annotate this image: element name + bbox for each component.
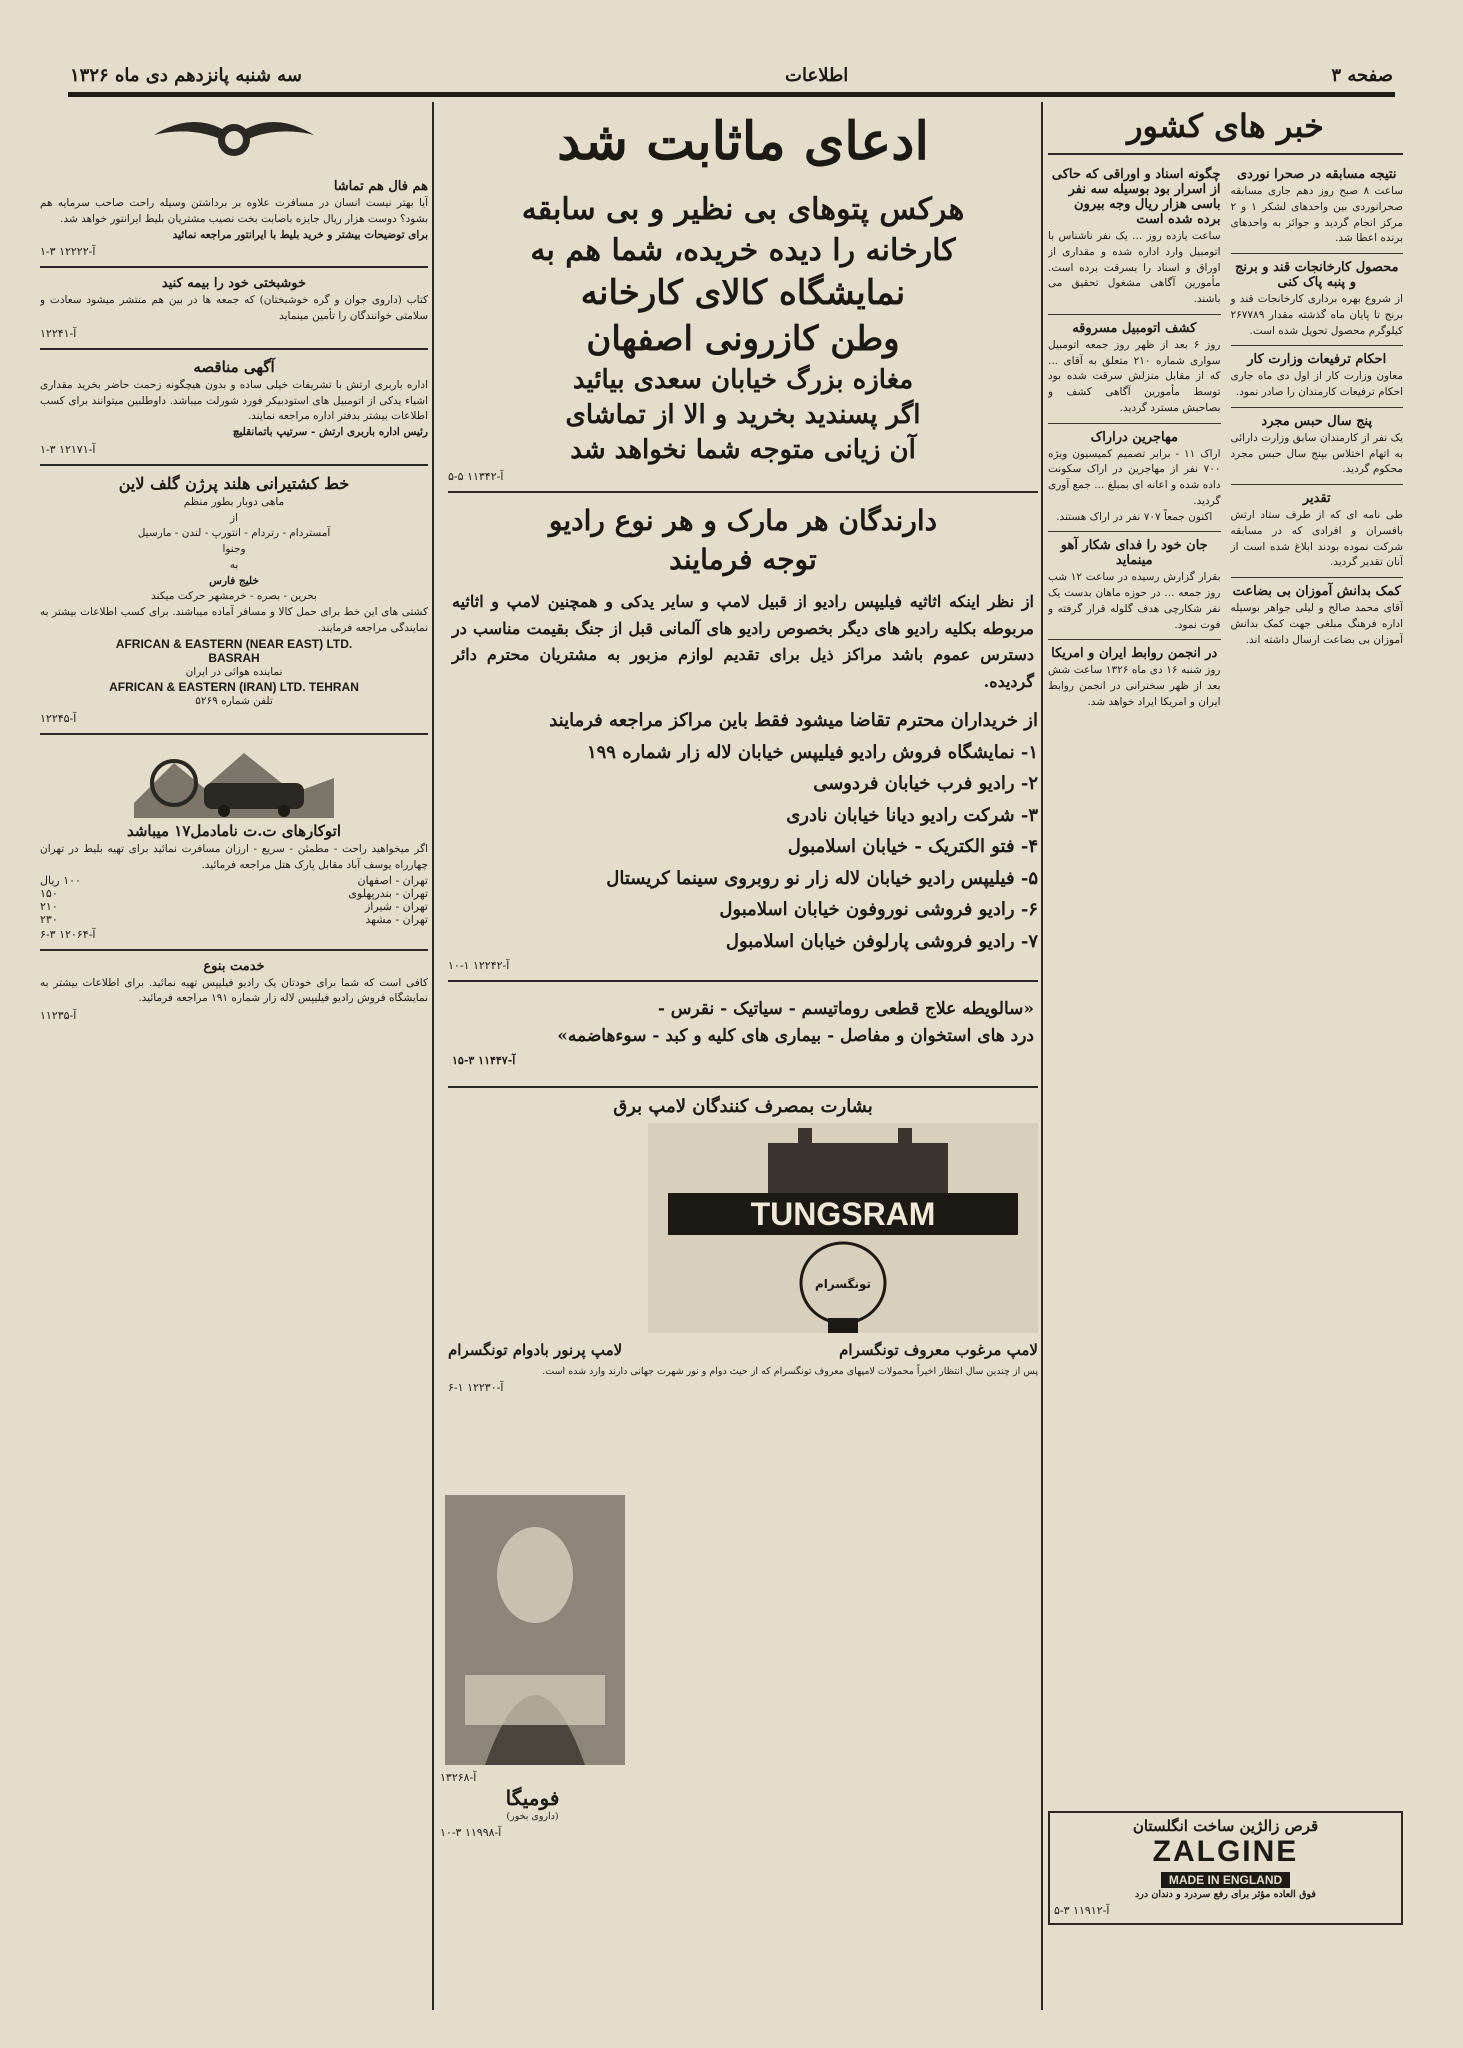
headline: پنج سال حبس مجرد <box>1261 413 1373 429</box>
headline: آگهی مناقصه <box>193 357 275 376</box>
headline: در انجمن روابط ایران و امریکا <box>1051 646 1218 662</box>
article-body: آقای محمد صالح و لیلی جواهر بوسیله اداره فرهنگ مبلغی جهت کمک بدانش آموزان بی بضاعت ارسال داشته اند. <box>1230 602 1403 646</box>
fare-price: ۲۳۰ <box>40 912 58 926</box>
product-sub: (داروی بخور) <box>506 1811 559 1822</box>
classifieds-column <box>40 105 428 2010</box>
ad-line: وطن کازرونی اصفهان <box>586 318 900 359</box>
article-body: طی نامه ای که از طرف ستاد ارتش بافسران و افرادی که در مسابقه شرکت نموده بودند ابلاغ شده است از آنان تقدیر گردید. <box>1230 509 1403 569</box>
fare-route: تهران - شیراز <box>364 899 428 913</box>
headline: محصول کارخانجات قند و برنج و پنبه پاک کنی <box>1234 260 1399 290</box>
agent-phone: تلفن شماره ۵۲۶۹ <box>195 695 273 708</box>
headline: خوشبختی خود را بیمه کنید <box>161 276 307 292</box>
fare-route: تهران - اصفهان <box>357 873 428 887</box>
ad-headline: دارندگان هر مارک و هر نوع رادیو <box>548 504 938 538</box>
ad-intro: از خریداران محترم تقاضا میشود فقط باین مراکز مراجعه فرمایند <box>549 710 1038 731</box>
agent-name-en: AFRICAN & EASTERN (NEAR EAST) LTD. <box>115 636 353 651</box>
ship-line: خلیج فارس <box>209 574 259 587</box>
article-tail: اکنون جمعاً ۷۰۷ نفر در اراک هستند. <box>1056 510 1213 523</box>
ad-code: آ-۱۱۳۴۲ ۵-۵ <box>448 470 504 484</box>
ad-code: آ-۱۲۲۴۵ <box>40 712 77 725</box>
article-body: کافی است که شما برای خودتان یک رادیو فیلیپس تهیه نمائید. برای اطلاعات بیشتر به نمایشگاه فروش رادیو فیلیپس لاله زار شماره ۱۹۱ مراجعه فرمائید. <box>40 976 428 1005</box>
fare-row <box>40 913 428 926</box>
headline: تقدیر <box>1302 491 1331 506</box>
article-body: روز ۶ بعد از ظهر روز جمعه اتومبیل سواری شماره ۲۱۰ متعلق به آقای ... که از مقابل منزلش سرقت شده بود توسط مأمورین آگاهی کشف و بصاحبش مسترد گردید. <box>1048 338 1221 414</box>
article-body: از شروع بهره برداری کارخانجات قند و برنج تا پایان ماه گذشته مقدار ۲۶۷۷۸۹ کیلوگرم محصول تحویل شده است. <box>1230 293 1403 337</box>
woman-photo <box>445 1495 625 1765</box>
article-body: اداره باربری ارتش با تشریفات خیلی ساده و بدون هیچگونه زحمت حاضر بخرید مقداری اشیاء یدکی از اتومبیل های استودبیکر فورد شورلت میباشد. داوطلبین میتوانند برای کسب اطلاعات بیشتر بدفتر اداره مراجعه نمایند. <box>40 378 428 423</box>
ad-line: آن زیانی متوجه شما نخواهد شد <box>570 434 916 465</box>
article-body: روز شنبه ۱۶ دی ماه ۱۳۲۶ ساعت شش بعد از ظهر سخنرانی در انجمن روابط ایران و امریکا ایراد خواهد شد. <box>1048 664 1221 708</box>
agent-name-en: AFRICAN & EASTERN (IRAN) LTD. TEHRAN <box>109 680 359 695</box>
headline: مهاجرین دراراک <box>1090 429 1178 445</box>
page-number: صفحه ۳ <box>1331 64 1393 86</box>
radio-ad <box>448 501 1038 972</box>
column-divider <box>432 102 434 2010</box>
made-in-label: MADE IN ENGLAND <box>1161 1872 1290 1888</box>
slogan-right: لامپ مرغوب معروف تونگسرام <box>839 1340 1038 1359</box>
ad-item: ۶- رادیو فروشی نوروفون خیابان اسلامبول <box>719 899 1038 920</box>
blanket-ad <box>448 111 1038 483</box>
tungsram-ad <box>448 1096 1038 1466</box>
fare-route: تهران - بندرپهلوی <box>348 886 428 900</box>
ad-line: اگر پسندید بخرید و الا از تماشای <box>565 399 921 430</box>
ad-headline: ادعای ماثابت شد <box>557 111 929 172</box>
article-body: کشتی های این خط برای حمل کالا و مسافر آماده میباشند. برای کسب اطلاعات بیشتر به نمایندگی مراجعه فرمایند. <box>40 606 428 634</box>
ad-code: آ-۱۲۲۴۱ <box>40 326 77 340</box>
zalgine-fa: قرص زالژین ساخت انگلستان <box>1132 1817 1319 1835</box>
masthead-rule <box>68 92 1395 97</box>
news-subcol-left <box>1048 163 1221 711</box>
ship-line: بحرین - بصره - خرمشهر حرکت میکند <box>151 590 317 603</box>
fare-route: تهران - مشهد <box>365 912 428 926</box>
bulb-label: تونگسرام <box>814 1276 872 1291</box>
ad-banner: بشارت بمصرف کنندگان لامپ برق <box>613 1095 873 1117</box>
fare-row <box>40 887 428 900</box>
zalgine-brand: ZALGINE <box>1152 1835 1299 1868</box>
ad-item: ۵- فیلیپس رادیو خیابان لاله زار نو روبروی سینما کریستال <box>606 867 1038 889</box>
ad-line: مغازه بزرگ خیابان سعدی بیائید <box>572 364 914 395</box>
agent-note: نماینده هوائی در ایران <box>185 665 283 678</box>
headline: جان خود را فدای شکار آهو مینماید <box>1060 538 1208 569</box>
ad-line: کارخانه را دیده خریده، شما هم به <box>530 232 956 268</box>
fumiga-ad <box>440 1495 625 1841</box>
headline: احکام ترفیعات وزارت کار <box>1247 352 1387 368</box>
ad-item: ۴- فتو الکتریک - خیابان اسلامبول <box>787 836 1038 857</box>
article-body: ساعت یازده روز ... یک نفر ناشناس با اتومبیل وارد اداره شده و مقداری از اوراق و اسناد را بسرقت برده است. مأمورین آگاهی مشغول تحقیق می باشند. <box>1048 230 1221 305</box>
ad-code: آ-۱۲۲۴۲ ۱-۱۰ <box>448 959 510 972</box>
ship-line: به <box>229 558 239 571</box>
ad-item: ۳- شرکت رادیو دیانا خیابان نادری <box>786 804 1038 826</box>
bus-company-logo <box>134 743 334 818</box>
ship-line: وجنوا <box>222 543 246 555</box>
masthead <box>70 55 1393 95</box>
fare-price: ۱۵۰ <box>40 886 58 900</box>
section-title: خبر های کشور <box>1127 107 1324 145</box>
headline: خط کشتیرانی هلند پرژن گلف لاین <box>118 473 350 493</box>
article-body: یک نفر از کارمندان سابق وزارت دارائی به اتهام اختلاس بپنج سال حبس مجرد محکوم گردید. <box>1230 431 1403 476</box>
agent-city-en: BASRAH <box>208 650 260 665</box>
news-subcol-right <box>1231 163 1404 711</box>
ad-code: آ-۱۱۹۹۸ ۳-۱۰ <box>440 1825 502 1839</box>
ad-code: آ-۱۲۲۲۲ ۳-۱ <box>40 245 96 259</box>
ad-line: هرکس پتوهای بی نظیر و بی سابقه <box>521 192 965 227</box>
ad-note: پس از چندین سال انتظار اخیراً محمولات لامپهای معروف تونگسرام که از حیث دوام و نور شهرت جهانی دارند وارد شده است. <box>542 1365 1038 1377</box>
national-news-column <box>1048 105 1403 2010</box>
ad-subheadline: توجه فرمایند <box>669 543 817 577</box>
iran-tour-wings-logo <box>144 105 324 175</box>
article-body: اراک ۱۱ - برابر تصمیم کمیسیون ویژه ۷۰۰ نفر از مهاجرین در اراک سکونت داده شده و اعانه ای بمبلغ ... جمع آوری گردید. <box>1048 447 1221 507</box>
article-foot: برای توضیحات بیشتر و خرید بلیط با ایرانتور مراجعه نمائید <box>172 228 428 241</box>
ad-code: آ-۱۱۴۴۷ ۳-۱۵ <box>452 1054 516 1068</box>
ad-code: آ-۱۱۹۱۲ ۳-۵ <box>1054 1903 1110 1917</box>
ad-code: آ-۱۲۲۳۰ ۱-۶ <box>448 1380 504 1394</box>
article-body: آیا بهتر نیست انسان در مسافرت علاوه بر برداشتن وسیله راحت صاحب سرمایه هم بشود؟ دوست هزار ریال جایزه باصابت بخت نصیب مشتریان بلیط ایرانتور خواهد شد. <box>40 197 428 225</box>
ad-code: آ-۱۱۲۳۵ <box>40 1009 77 1022</box>
ad-body: از نظر اینکه اثاثیه فیلیپس رادیو از قبیل لامپ و سایر یدکی و همچنین لامپ و اثاثیه مربوطه بکلیه رادیو های دیگر بخصوص رادیو های آلمانی قبل از جنگ بقیمت مناسب در دسترس عموم باشد مراکز ذیل برای تقدیم لوازم مزبور به مشتریان محترم دائر گردیده. <box>452 592 1034 691</box>
zalgine-desc: فوق العاده مؤثر برای رفع سردرد و دندان درد <box>1135 1889 1316 1900</box>
article-body: کتاب (داروی جوان و گره خوشبختان) که جمعه ها در بین هم منتشر میشود سعادت و سلامتی خوانندگان را تأمین مینماید <box>40 294 428 322</box>
salvita-ad <box>448 990 1038 1078</box>
article-foot: رئیس اداره باربری ارتش - سرتیپ باتمانقلیچ <box>232 426 428 438</box>
slogan-left: لامپ پرنور بادوام تونگسرام <box>448 1340 623 1359</box>
ad-line: نمایشگاه کالای کارخانه <box>580 273 906 313</box>
product-name: فومیگا <box>505 1786 560 1810</box>
article-body: بقرار گزارش رسیده در ساعت ۱۲ شب روز جمعه ... در حوزه ماهان بدست یک نفر شکارچی هدف گلوله قرار گرفته و فوت نمود. <box>1048 571 1221 631</box>
headline: چگونه اسناد و اوراقی که حاکی از اسرار بود بوسیله سه نفر باسی هزار ریال وجه بیرون برده شده است <box>1051 167 1221 227</box>
zalgine-ad <box>1048 1805 1403 1925</box>
ship-line: از <box>230 511 238 524</box>
ad-item: ۷- رادیو فروشی پارلوفن خیابان اسلامبول <box>725 930 1038 952</box>
headline: کمک بدانش آموزان بی بضاعت <box>1232 584 1401 599</box>
headline: نتیجه مسابقه در صحرا نوردی <box>1237 167 1397 182</box>
ship-line: ماهی دوبار بطور منظم <box>183 495 285 508</box>
bottom-ads <box>448 1096 1038 1466</box>
ad-item: ۱- نمایشگاه فروش رادیو فیلیپس خیابان لاله زار شماره ۱۹۹ <box>586 741 1038 763</box>
article-body: معاون وزارت کار از اول دی ماه جاری احکام ترفیعات کارمندان را صادر نمود. <box>1230 370 1403 398</box>
headline: خدمت بنوع <box>203 958 265 974</box>
ad-item: ۲- رادیو فرب خیابان فردوسی <box>813 773 1038 794</box>
headline: کشف اتومبیل مسروقه <box>1072 320 1197 336</box>
ad-code: آ-۱۲۱۷۱ ۳-۱ <box>40 442 96 456</box>
ad-code: آ-۱۳۲۶۸ <box>440 1771 477 1784</box>
fare-row <box>40 900 428 913</box>
article-body: اگر میخواهید راحت - مطمئن - سریع - ارزان مسافرت نمائید برای تهیه بلیط در تهران چهارراه یوسف آباد مقابل پارک هتل مراجعه فرمائید. <box>40 843 428 871</box>
article-body: ساعت ۸ صبح روز دهم جاری مسابقه صحرانوردی بین واحدهای لشکر ۱ و ۲ مرکز انجام گردید و جوائز به واحدهای برنده اعطا شد. <box>1230 185 1403 245</box>
ad-line: درد های استخوان و مفاصل - بیماری های کلیه و کبد - سوءهاضمه» <box>557 1026 1034 1047</box>
paper-name: اطلاعات <box>785 64 849 86</box>
ad-code: آ-۱۲۰۶۴ ۳-۶ <box>40 927 96 941</box>
column-divider <box>1041 102 1043 2010</box>
fare-price: ۲۱۰ <box>40 899 58 913</box>
ad-line: «سالویطه علاج قطعی روماتیسم - سیاتیک - نقرس - <box>657 999 1034 1019</box>
headline: هم فال هم تماشا <box>333 179 428 194</box>
headline: اتوکارهای ت.ت نامادمل۱۷ میباشد <box>126 822 342 840</box>
fare-row <box>40 874 428 887</box>
issue-date: سه شنبه پانزدهم دی ماه ۱۳۲۶ <box>70 64 302 86</box>
ship-line: آمستردام - رتردام - انتورپ - لندن - مارسیل <box>137 527 331 540</box>
brand-wordmark: TUNGSRAM <box>750 1195 936 1232</box>
fare-price: ۱۰۰ ریال <box>40 873 81 887</box>
lamp-factory-illustration <box>648 1123 1038 1333</box>
